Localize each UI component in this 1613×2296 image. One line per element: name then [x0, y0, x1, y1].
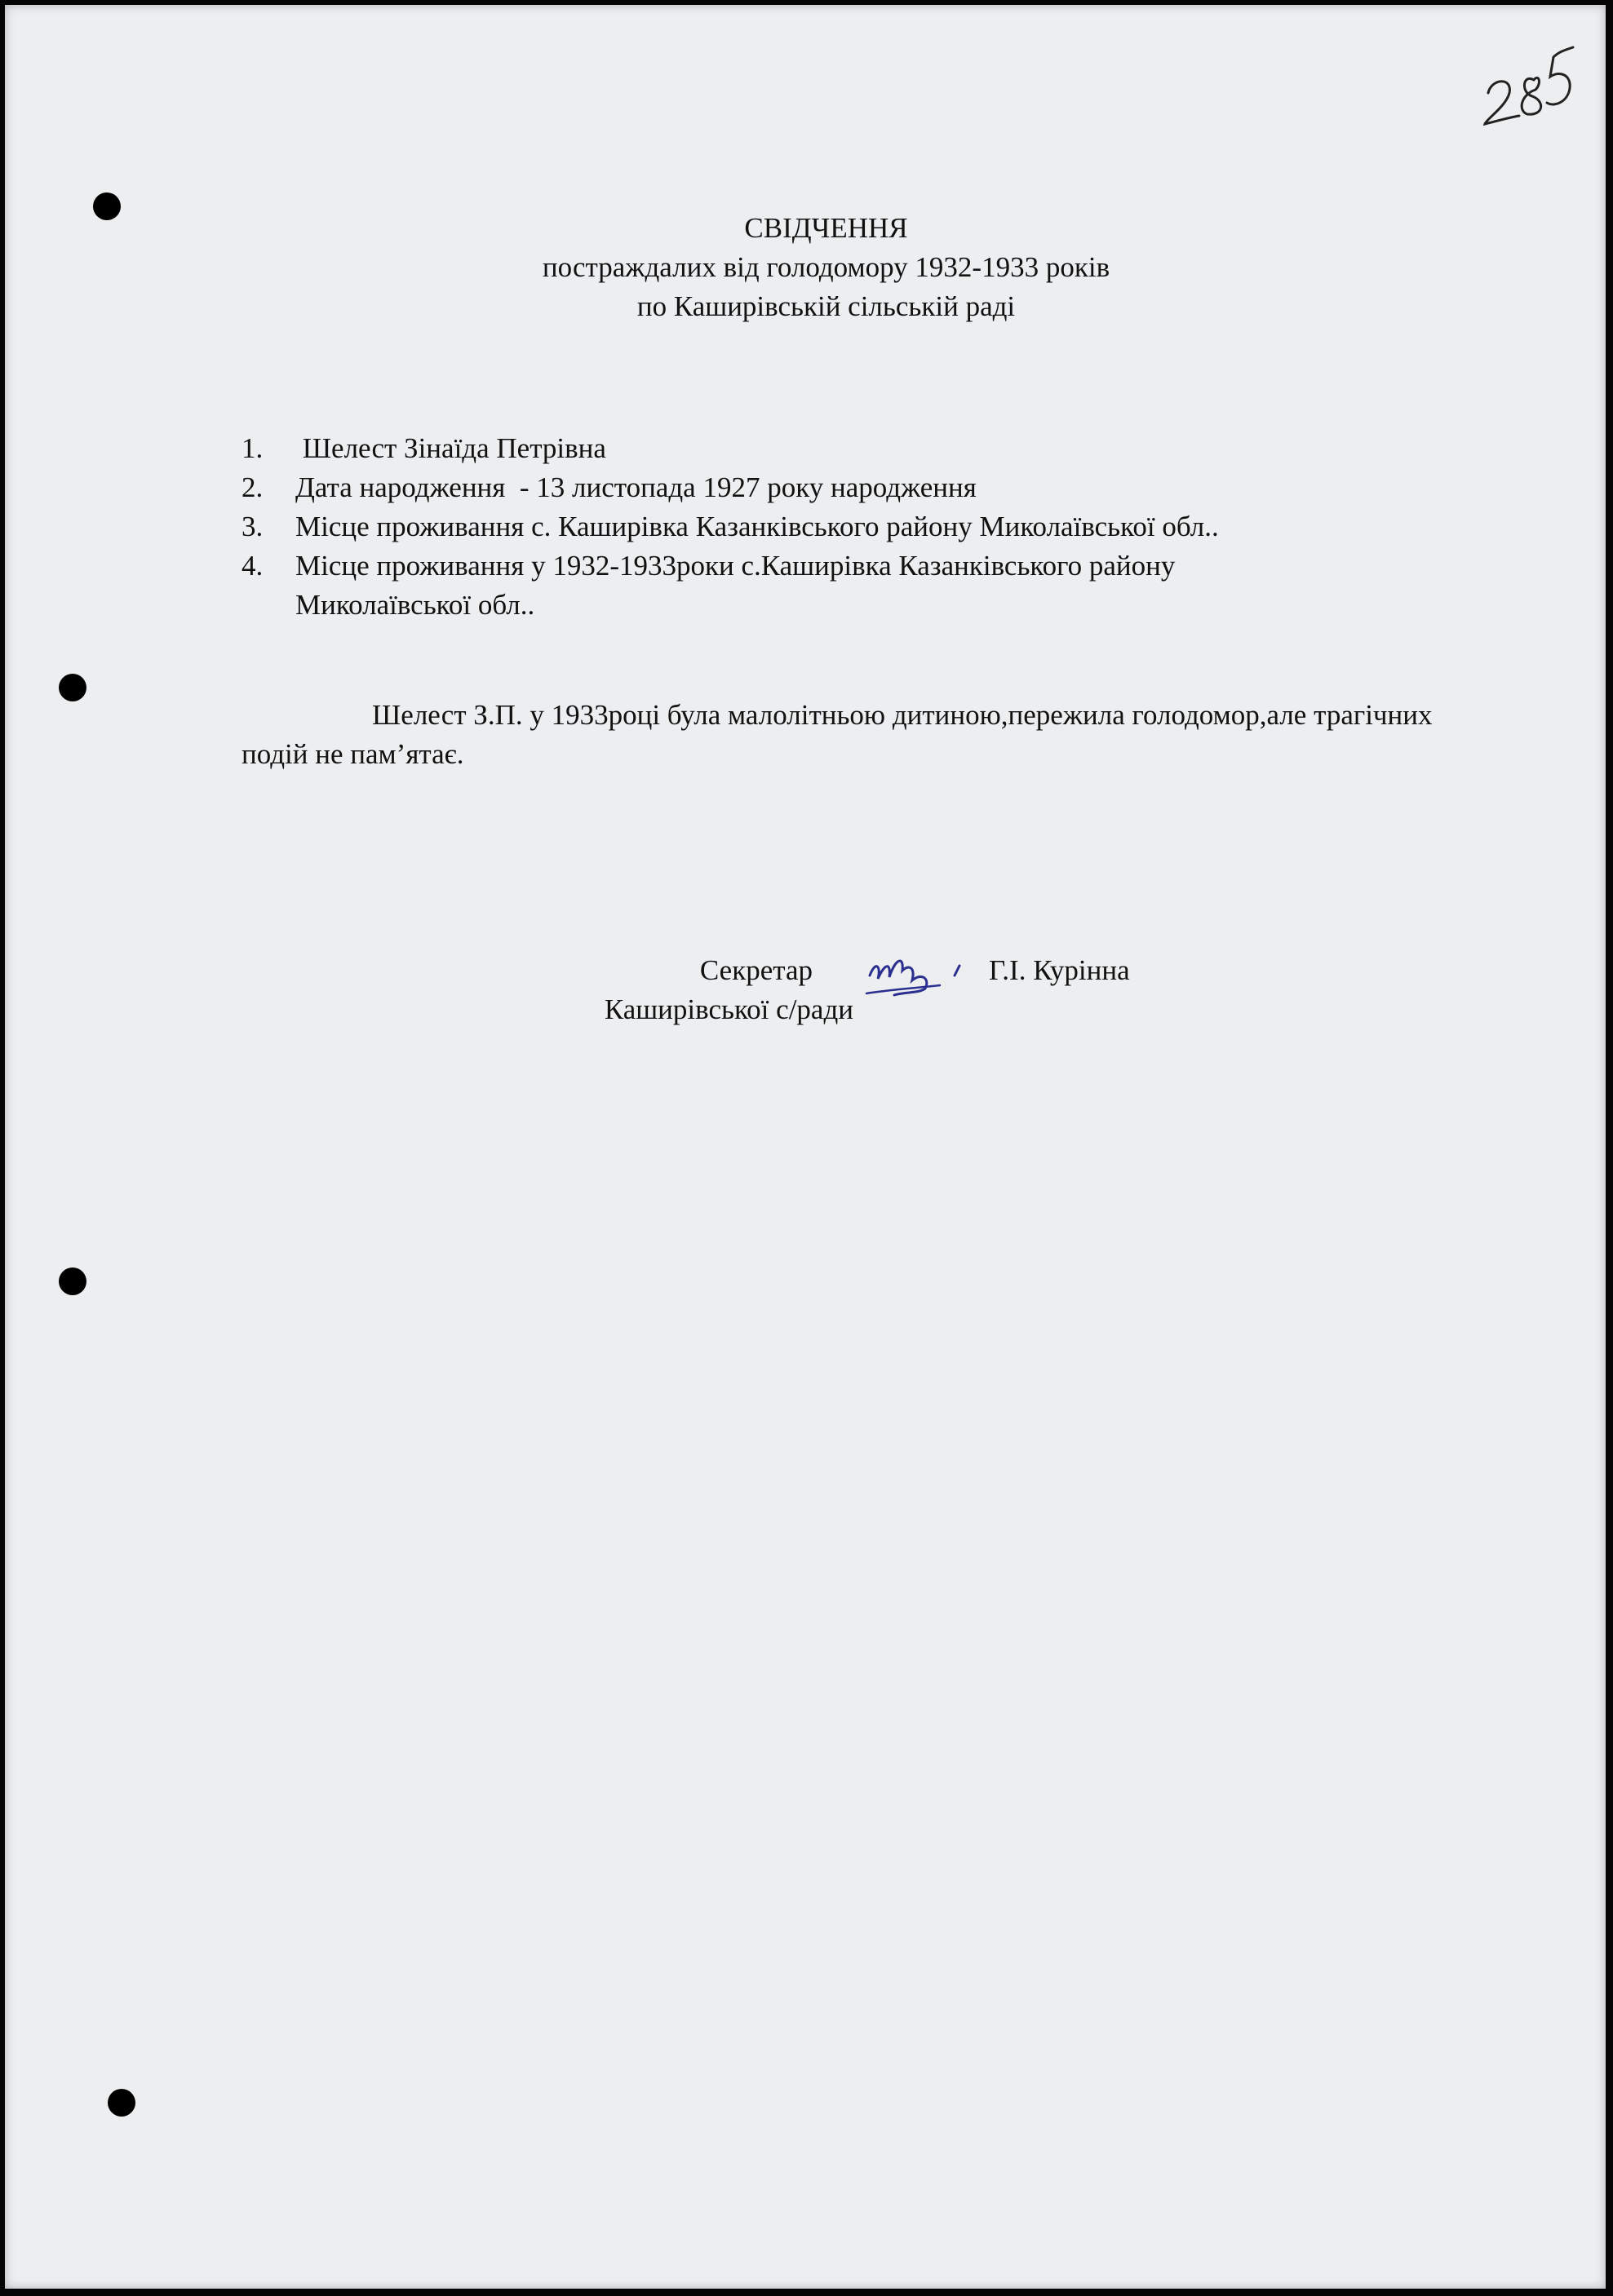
item-number: 2. [242, 471, 264, 503]
item-text: Місце проживання у 1932-1933роки с.Каширівка Казанківського району Миколаївської обл.. [295, 550, 1176, 621]
document-page [5, 5, 1606, 2289]
testimony-paragraph [242, 696, 1449, 774]
punch-hole [59, 674, 86, 701]
list-item [242, 429, 1465, 468]
item-text: Дата народження - 13 листопада 1927 року народження [295, 471, 977, 503]
document-heading [5, 209, 1613, 326]
punch-hole [108, 2089, 135, 2117]
item-text: Місце проживання с. Каширівка Казанківського району Миколаївської обл.. [295, 511, 1219, 542]
document-title: СВІДЧЕННЯ [744, 212, 908, 244]
role-title: Секретар [699, 954, 813, 986]
role-council: Каширівської с/ради [604, 993, 853, 1025]
list-item [242, 546, 1465, 625]
item-number: 3. [242, 511, 264, 542]
handwritten-signature [862, 943, 976, 1008]
list-item [242, 468, 1465, 507]
item-number: 4. [242, 550, 264, 582]
signatory-role [511, 951, 853, 1029]
item-text: Шелест Зінаїда Петрівна [295, 432, 606, 464]
punch-hole [59, 1267, 86, 1295]
list-item [242, 507, 1465, 546]
details-list [242, 429, 1465, 625]
testimony-text: Шелест З.П. у 1933році була малолітньою дитиною,пережила голодомор,але трагічних подій не пам’ятає. [242, 699, 1433, 770]
heading-subtitle-council: по Каширівській сільській раді [636, 290, 1016, 322]
signatory-name: Г.І. Курінна [989, 954, 1130, 986]
item-number: 1. [242, 432, 264, 464]
heading-subtitle: постраждалих від голодомору 1932-1933 років [542, 251, 1110, 283]
handwritten-page-number [1473, 29, 1588, 144]
